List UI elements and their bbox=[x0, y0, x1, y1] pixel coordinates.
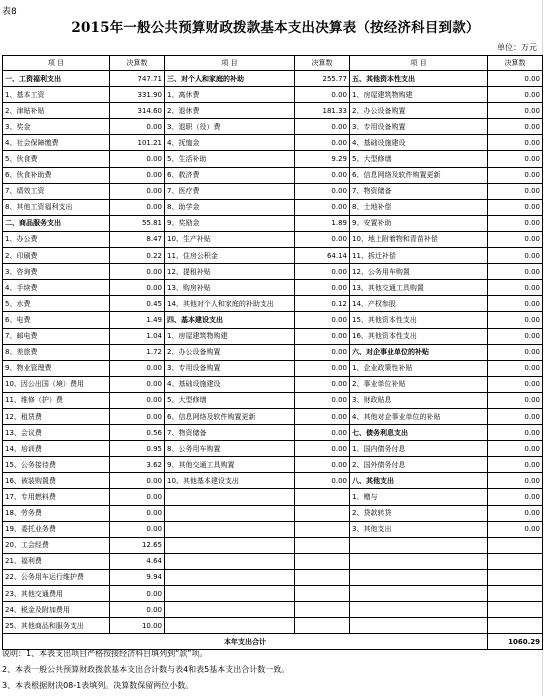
item-amount: 0.56 bbox=[110, 425, 165, 441]
total-value: 1060.29 bbox=[488, 634, 543, 650]
item-label: 5、水费 bbox=[3, 296, 110, 312]
item-amount: 0.00 bbox=[488, 215, 543, 231]
item-label bbox=[350, 537, 488, 553]
table-row bbox=[3, 473, 543, 489]
item-amount: 0.00 bbox=[488, 248, 543, 264]
item-label: 四、基本建设支出 bbox=[165, 312, 295, 328]
total-label: 本年支出合计 bbox=[3, 634, 488, 650]
item-label: 13、购房补贴 bbox=[165, 280, 295, 296]
item-label: 5、大型修缮 bbox=[165, 392, 295, 408]
item-label: 1、基本工资 bbox=[3, 87, 110, 103]
item-amount: 0.00 bbox=[488, 151, 543, 167]
item-amount bbox=[295, 618, 350, 634]
item-label: 5、大型修缮 bbox=[350, 151, 488, 167]
item-label: 2、印刷费 bbox=[3, 248, 110, 264]
item-amount: 0.00 bbox=[488, 441, 543, 457]
item-label: 7、物资储备 bbox=[165, 425, 295, 441]
item-label: 1、房屋建筑物购建 bbox=[350, 87, 488, 103]
item-amount: 747.71 bbox=[110, 71, 165, 87]
table-row bbox=[3, 376, 543, 392]
table-row bbox=[3, 231, 543, 247]
unit-label: 单位：万元 bbox=[497, 43, 537, 52]
item-amount: 0.00 bbox=[488, 183, 543, 199]
item-label: 3、专用设备购置 bbox=[165, 360, 295, 376]
item-amount: 0.00 bbox=[488, 280, 543, 296]
item-label: 2、办公设备购置 bbox=[350, 103, 488, 119]
item-label: 9、奖励金 bbox=[165, 215, 295, 231]
item-amount: 0.00 bbox=[295, 441, 350, 457]
table-row bbox=[3, 328, 543, 344]
item-label: 11、拆迁补偿 bbox=[350, 248, 488, 264]
item-label bbox=[165, 586, 295, 602]
item-amount: 0.00 bbox=[110, 602, 165, 618]
item-amount: 0.00 bbox=[295, 408, 350, 424]
item-label: 13、会议费 bbox=[3, 425, 110, 441]
table-row bbox=[3, 441, 543, 457]
item-amount: 8.47 bbox=[110, 231, 165, 247]
item-amount: 0.00 bbox=[295, 425, 350, 441]
item-amount: 0.00 bbox=[110, 360, 165, 376]
item-label: 6、信息网络及软件购置更新 bbox=[165, 408, 295, 424]
item-label: 24、税金及附加费用 bbox=[3, 602, 110, 618]
item-label: 8、助学金 bbox=[165, 199, 295, 215]
note-line: 3、本表根据财决08-1表填列。决算数保留两位小数。 bbox=[2, 681, 194, 690]
item-label: 3、专用设备购置 bbox=[350, 119, 488, 135]
item-label: 5、生活补助 bbox=[165, 151, 295, 167]
item-amount: 101.21 bbox=[110, 135, 165, 151]
item-amount: 0.00 bbox=[488, 392, 543, 408]
item-amount: 9.29 bbox=[295, 151, 350, 167]
item-label: 1、房屋建筑物购建 bbox=[165, 328, 295, 344]
item-amount: 0.00 bbox=[110, 392, 165, 408]
table-row bbox=[3, 312, 543, 328]
item-label: 1、企业政策性补贴 bbox=[350, 360, 488, 376]
item-amount: 0.12 bbox=[295, 296, 350, 312]
item-label: 8、差旅费 bbox=[3, 344, 110, 360]
table-row bbox=[3, 586, 543, 602]
item-label bbox=[350, 602, 488, 618]
table-row bbox=[3, 183, 543, 199]
item-amount bbox=[295, 521, 350, 537]
item-amount: 0.00 bbox=[488, 264, 543, 280]
table-row bbox=[3, 151, 543, 167]
item-label: 12、提租补贴 bbox=[165, 264, 295, 280]
header-item: 项 目 bbox=[350, 56, 488, 71]
item-label: 7、物资储备 bbox=[350, 183, 488, 199]
item-amount: 331.90 bbox=[110, 87, 165, 103]
item-amount: 0.00 bbox=[488, 103, 543, 119]
item-label: 14、产权参股 bbox=[350, 296, 488, 312]
item-amount: 0.00 bbox=[110, 119, 165, 135]
item-label: 4、手续费 bbox=[3, 280, 110, 296]
item-label: 19、委托业务费 bbox=[3, 521, 110, 537]
table-row bbox=[3, 167, 543, 183]
item-label: 6、信息网络及软件购置更新 bbox=[350, 167, 488, 183]
header-item: 项 目 bbox=[3, 56, 110, 71]
table-row bbox=[3, 344, 543, 360]
item-label: 10、地上附着物和青苗补偿 bbox=[350, 231, 488, 247]
item-amount: 181.33 bbox=[295, 103, 350, 119]
item-label: 1、国内债务付息 bbox=[350, 441, 488, 457]
item-amount: 64.14 bbox=[295, 248, 350, 264]
note-line: 说明：1、本表支出项目严格按接经济科目填列到“款”项。 bbox=[2, 649, 208, 658]
item-amount: 0.00 bbox=[488, 408, 543, 424]
item-amount: 0.00 bbox=[110, 473, 165, 489]
item-amount: 0.00 bbox=[488, 505, 543, 521]
item-amount: 0.00 bbox=[488, 328, 543, 344]
item-amount bbox=[488, 586, 543, 602]
item-label bbox=[165, 521, 295, 537]
item-label: 1、办公费 bbox=[3, 231, 110, 247]
item-amount: 1.89 bbox=[295, 215, 350, 231]
table-row bbox=[3, 457, 543, 473]
table-row bbox=[3, 408, 543, 424]
item-label: 23、其他交通费用 bbox=[3, 586, 110, 602]
item-amount: 0.00 bbox=[110, 199, 165, 215]
item-amount: 0.00 bbox=[488, 376, 543, 392]
item-amount: 0.22 bbox=[110, 248, 165, 264]
header-amount: 决算数 bbox=[295, 56, 350, 71]
item-amount: 0.00 bbox=[295, 392, 350, 408]
sheet-label: 表8 bbox=[2, 7, 17, 17]
item-label bbox=[165, 553, 295, 569]
item-label: 5、伙食费 bbox=[3, 151, 110, 167]
item-amount: 0.00 bbox=[295, 328, 350, 344]
item-amount: 0.00 bbox=[488, 425, 543, 441]
item-amount bbox=[488, 618, 543, 634]
table-row bbox=[3, 71, 543, 87]
item-label: 6、电费 bbox=[3, 312, 110, 328]
item-amount: 0.00 bbox=[488, 489, 543, 505]
table-row bbox=[3, 264, 543, 280]
item-amount: 0.00 bbox=[295, 119, 350, 135]
item-label: 2、办公设备购置 bbox=[165, 344, 295, 360]
item-amount: 0.00 bbox=[488, 473, 543, 489]
item-amount: 0.00 bbox=[295, 231, 350, 247]
item-amount bbox=[295, 569, 350, 585]
item-label: 10、因公出国（境）费用 bbox=[3, 376, 110, 392]
item-label: 14、其他对个人和家庭的补助支出 bbox=[165, 296, 295, 312]
item-amount: 0.00 bbox=[488, 344, 543, 360]
item-amount: 0.00 bbox=[488, 312, 543, 328]
item-label bbox=[350, 553, 488, 569]
table-row bbox=[3, 618, 543, 634]
table-row bbox=[3, 248, 543, 264]
item-amount: 0.95 bbox=[110, 441, 165, 457]
item-amount bbox=[295, 586, 350, 602]
item-label: 三、对个人和家庭的补助 bbox=[165, 71, 295, 87]
item-label bbox=[165, 602, 295, 618]
table-header-row bbox=[3, 56, 543, 71]
table-row bbox=[3, 602, 543, 618]
item-label: 11、住房公积金 bbox=[165, 248, 295, 264]
item-label bbox=[350, 586, 488, 602]
item-amount: 9.94 bbox=[110, 569, 165, 585]
item-label: 3、财政贴息 bbox=[350, 392, 488, 408]
item-label: 12、租赁费 bbox=[3, 408, 110, 424]
table-row bbox=[3, 553, 543, 569]
item-amount: 0.00 bbox=[110, 151, 165, 167]
table-row bbox=[3, 103, 543, 119]
item-amount: 0.00 bbox=[488, 135, 543, 151]
table-row bbox=[3, 489, 543, 505]
item-amount: 0.00 bbox=[110, 264, 165, 280]
item-label: 22、公务用车运行维护费 bbox=[3, 569, 110, 585]
item-amount: 12.65 bbox=[110, 537, 165, 553]
item-label: 1、离休费 bbox=[165, 87, 295, 103]
item-amount: 0.45 bbox=[110, 296, 165, 312]
item-label: 3、其他支出 bbox=[350, 521, 488, 537]
item-label: 4、基础设施建设 bbox=[165, 376, 295, 392]
item-amount: 0.00 bbox=[488, 167, 543, 183]
item-label: 4、其他对企事业单位的补贴 bbox=[350, 408, 488, 424]
table-row bbox=[3, 392, 543, 408]
header-amount: 决算数 bbox=[110, 56, 165, 71]
item-label: 9、其他交通工具购置 bbox=[165, 457, 295, 473]
item-amount: 4.64 bbox=[110, 553, 165, 569]
item-amount: 0.00 bbox=[488, 457, 543, 473]
item-amount: 0.00 bbox=[295, 199, 350, 215]
item-label: 1、赠与 bbox=[350, 489, 488, 505]
item-label: 3、退职（役）费 bbox=[165, 119, 295, 135]
item-amount: 0.00 bbox=[110, 489, 165, 505]
item-label: 7、医疗费 bbox=[165, 183, 295, 199]
item-label: 7、邮电费 bbox=[3, 328, 110, 344]
item-label: 25、其他商品和服务支出 bbox=[3, 618, 110, 634]
item-label: 20、工会经费 bbox=[3, 537, 110, 553]
item-label: 五、其他资本性支出 bbox=[350, 71, 488, 87]
item-amount bbox=[295, 553, 350, 569]
item-label: 3、咨询费 bbox=[3, 264, 110, 280]
item-amount: 0.00 bbox=[110, 167, 165, 183]
item-amount: 0.00 bbox=[295, 183, 350, 199]
item-amount: 0.00 bbox=[295, 344, 350, 360]
item-amount bbox=[488, 602, 543, 618]
item-label: 2、贷款转贷 bbox=[350, 505, 488, 521]
item-label: 15、其他资本性支出 bbox=[350, 312, 488, 328]
item-label bbox=[165, 537, 295, 553]
item-amount: 0.00 bbox=[295, 376, 350, 392]
item-amount: 0.00 bbox=[295, 280, 350, 296]
item-label: 3、奖金 bbox=[3, 119, 110, 135]
item-label: 21、福利费 bbox=[3, 553, 110, 569]
item-amount bbox=[488, 537, 543, 553]
item-amount: 0.00 bbox=[488, 360, 543, 376]
table-row bbox=[3, 425, 543, 441]
item-amount: 0.00 bbox=[295, 264, 350, 280]
item-amount: 0.00 bbox=[110, 183, 165, 199]
item-amount: 0.00 bbox=[488, 119, 543, 135]
item-amount: 0.00 bbox=[295, 473, 350, 489]
item-label: 八、其他支出 bbox=[350, 473, 488, 489]
item-amount bbox=[488, 569, 543, 585]
item-label: 4、基础设施建设 bbox=[350, 135, 488, 151]
table-row bbox=[3, 135, 543, 151]
item-label bbox=[350, 618, 488, 634]
item-amount: 0.00 bbox=[295, 312, 350, 328]
item-label: 6、伙食补助费 bbox=[3, 167, 110, 183]
table-row bbox=[3, 119, 543, 135]
item-amount: 0.00 bbox=[488, 71, 543, 87]
item-amount: 1.04 bbox=[110, 328, 165, 344]
item-label: 4、抚恤金 bbox=[165, 135, 295, 151]
item-amount: 0.00 bbox=[295, 135, 350, 151]
table-row bbox=[3, 569, 543, 585]
item-label: 12、公务用车购置 bbox=[350, 264, 488, 280]
header-amount: 决算数 bbox=[488, 56, 543, 71]
item-label: 9、安置补助 bbox=[350, 215, 488, 231]
table-row bbox=[3, 521, 543, 537]
item-label: 2、津贴补贴 bbox=[3, 103, 110, 119]
item-label bbox=[165, 618, 295, 634]
item-amount: 0.00 bbox=[110, 408, 165, 424]
notes bbox=[2, 646, 289, 694]
item-amount: 0.00 bbox=[110, 376, 165, 392]
item-amount: 0.00 bbox=[488, 199, 543, 215]
item-label bbox=[165, 505, 295, 521]
item-amount: 0.00 bbox=[295, 457, 350, 473]
item-label: 10、生产补贴 bbox=[165, 231, 295, 247]
item-label bbox=[165, 569, 295, 585]
item-label: 17、专用燃料费 bbox=[3, 489, 110, 505]
item-amount: 0.00 bbox=[110, 280, 165, 296]
item-label: 16、其他资本性支出 bbox=[350, 328, 488, 344]
item-amount: 0.00 bbox=[295, 167, 350, 183]
table-row bbox=[3, 87, 543, 103]
item-label: 14、培训费 bbox=[3, 441, 110, 457]
item-amount bbox=[295, 537, 350, 553]
table-row bbox=[3, 537, 543, 553]
item-amount bbox=[295, 505, 350, 521]
item-label: 13、其他交通工具购置 bbox=[350, 280, 488, 296]
item-label bbox=[165, 489, 295, 505]
item-label: 七、债务利息支出 bbox=[350, 425, 488, 441]
table-row bbox=[3, 215, 543, 231]
item-label bbox=[350, 569, 488, 585]
item-amount: 0.00 bbox=[488, 521, 543, 537]
item-amount: 0.00 bbox=[295, 360, 350, 376]
item-amount: 0.00 bbox=[488, 87, 543, 103]
item-amount: 0.00 bbox=[295, 87, 350, 103]
report-title: 2015年一般公共预算财政拨款基本支出决算表（按经济科目到款） bbox=[71, 20, 480, 36]
item-amount: 314.60 bbox=[110, 103, 165, 119]
item-label: 6、救济费 bbox=[165, 167, 295, 183]
item-label: 六、对企事业单位的补贴 bbox=[350, 344, 488, 360]
table-row bbox=[3, 296, 543, 312]
item-amount: 0.00 bbox=[488, 231, 543, 247]
item-label: 9、物业管理费 bbox=[3, 360, 110, 376]
item-label: 2、退休费 bbox=[165, 103, 295, 119]
item-label: 2、事业单位补贴 bbox=[350, 376, 488, 392]
item-amount: 1.72 bbox=[110, 344, 165, 360]
item-amount: 10.00 bbox=[110, 618, 165, 634]
item-label: 16、被装购置费 bbox=[3, 473, 110, 489]
item-label: 11、维修（护）费 bbox=[3, 392, 110, 408]
item-label: 一、工资福利支出 bbox=[3, 71, 110, 87]
item-amount: 55.81 bbox=[110, 215, 165, 231]
item-amount: 0.00 bbox=[488, 296, 543, 312]
item-label: 10、其他基本建设支出 bbox=[165, 473, 295, 489]
item-label: 18、劳务费 bbox=[3, 505, 110, 521]
item-label: 8、土地补偿 bbox=[350, 199, 488, 215]
item-amount bbox=[295, 489, 350, 505]
item-label: 4、社会保障缴费 bbox=[3, 135, 110, 151]
item-label: 2、国外债务付息 bbox=[350, 457, 488, 473]
table-row bbox=[3, 505, 543, 521]
item-amount bbox=[295, 602, 350, 618]
expenditure-table bbox=[2, 55, 543, 650]
item-amount: 3.62 bbox=[110, 457, 165, 473]
item-label: 8、其他工资福利支出 bbox=[3, 199, 110, 215]
item-label: 7、绩效工资 bbox=[3, 183, 110, 199]
note-line: 2、本表一般公共预算财政拨款基本支出合计数与表4和表5基本支出合计数一致。 bbox=[2, 665, 290, 674]
item-amount: 0.00 bbox=[110, 521, 165, 537]
table-row bbox=[3, 199, 543, 215]
item-amount: 0.00 bbox=[110, 586, 165, 602]
table-row bbox=[3, 280, 543, 296]
item-label: 8、公务用车购置 bbox=[165, 441, 295, 457]
header-item: 项 目 bbox=[165, 56, 295, 71]
table-row bbox=[3, 360, 543, 376]
item-amount bbox=[488, 553, 543, 569]
item-amount: 0.00 bbox=[110, 505, 165, 521]
item-amount: 1.49 bbox=[110, 312, 165, 328]
item-label: 15、公务接待费 bbox=[3, 457, 110, 473]
item-amount: 255.77 bbox=[295, 71, 350, 87]
item-label: 二、商品服务支出 bbox=[3, 215, 110, 231]
